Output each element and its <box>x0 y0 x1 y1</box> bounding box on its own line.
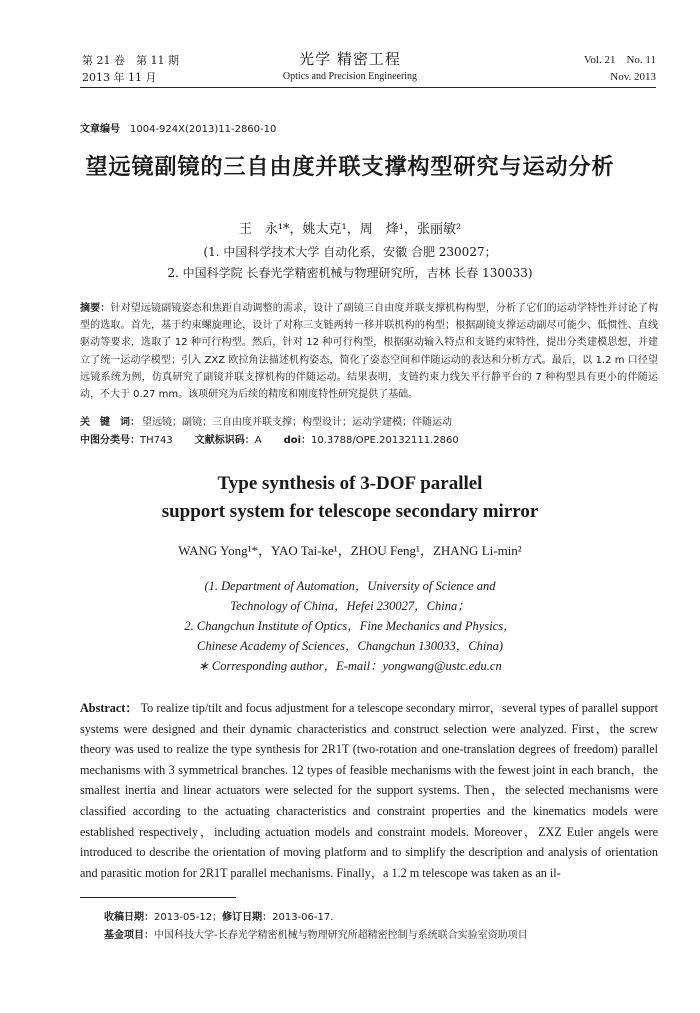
fund-value: 中国科技大学-长春光学精密机械与物理研究所超精密控制与系统联合实验室资助项目 <box>154 930 528 941</box>
journal-name-cn: 光学 精密工程 <box>299 50 401 68</box>
volume-issue-cn: 第 21 卷 第 11 期 <box>82 54 179 67</box>
date-en: Nov. 2013 <box>610 71 656 83</box>
title-cn: 望远镜副镜的三自由度并联支撑构型研究与运动分析 <box>85 155 615 180</box>
abstract-en-label: Abstract： <box>80 701 138 715</box>
received-label: 收稿日期： <box>104 912 154 923</box>
clc-value: TH743 <box>140 435 173 446</box>
authors-cn: 王 永¹*，姚太克¹，周 烽¹，张丽敏² <box>238 222 462 237</box>
header-rule <box>80 87 656 88</box>
fund-label: 基金项目： <box>104 930 154 941</box>
date-cn: 2013 年 11 月 <box>82 71 157 84</box>
footnote-dates <box>104 908 333 923</box>
classification-line <box>80 431 459 446</box>
title-en <box>0 470 700 526</box>
article-number <box>80 120 276 135</box>
footnote-rule <box>80 897 236 898</box>
journal-name-en: Optics and Precision Engineering <box>282 71 418 82</box>
affiliation-cn-line: 2. 中国科学院 长春光学精密机械与物理研究所，吉林 长春 130033) <box>167 266 533 280</box>
doc-code-label: 文献标识码： <box>194 435 255 446</box>
authors-en: WANG Yong¹*，YAO Tai-ke¹，ZHOU Feng¹，ZHANG Li-min² <box>178 543 522 558</box>
affiliations-cn <box>0 242 700 284</box>
abstract-cn-text: 针对望远镜副镜姿态和焦距自动调整的需求，设计了副镜三自由度并联支撑机构构型，分析了它们的运动学特性并讨论了构型的选取。首先，基于约束螺旋理论，设计了对称三支链两转一移并联机构的构型；根据副镜支撑运动副尽可能少、低惯性、直线驱动等要求，选取了 12 种可行构型。然后，针对 12 种可行构型，根据驱动输入特点和支链约束特性，提出分类建模思想，并建立了统一运动学模型；引入 ZXZ 欧拉角法描述机构姿态，简化了姿态空间和伴随运动的表达和分析方式。最后，以 1.2 m 口径望远镜系统为例，仿真研究了副镜并联支撑机构的伴随运动。结果表明，支链约束力线矢平行静平台的 7 种构型具有更小的伴随运动，不大于 0.27 mm。该项研究为后续的精度和刚度特性研究提供了基础。 <box>80 303 659 401</box>
title-en-line: support system for telescope secondary mirror <box>161 501 539 522</box>
abstract-cn <box>80 300 658 403</box>
keywords-cn-text: 望远镜；副镜；三自由度并联支撑；构型设计；运动学建模；伴随运动 <box>142 417 452 428</box>
affiliation-en-line: (1. Department of Automation，University of Science and <box>204 579 496 593</box>
affiliation-en-line: Chinese Academy of Sciences，Changchun 130033，China) <box>197 639 503 653</box>
revised-label: 修订日期： <box>222 912 273 923</box>
revised-value: 2013-06-17. <box>272 912 334 923</box>
affiliation-en-line: Technology of China，Hefei 230027，China； <box>230 599 470 613</box>
header-volume-en <box>584 52 656 86</box>
keywords-cn <box>80 413 452 428</box>
title-en-line: Type synthesis of 3-DOF parallel <box>217 473 483 494</box>
article-number-value: 1004-924X(2013)11-2860-10 <box>130 124 277 135</box>
affiliations-en <box>0 576 700 676</box>
corresponding-author: ∗ Corresponding author，E-mail：yongwang@ustc.edu.cn <box>198 659 502 673</box>
abstract-cn-label: 摘要： <box>80 303 111 314</box>
doi-value: 10.3788/OPE.20132111.2860 <box>311 435 459 446</box>
keywords-cn-label: 关 键 词： <box>80 417 140 428</box>
abstract-en <box>80 698 658 883</box>
abstract-en-text: To realize tip/tilt and focus adjustment for a telescope secondary mirror，several types of parallel support systems were designed and their dynamic characteristics and construct selection were analyzed. First，the screw theory was used to realize the type synthesis for 2R1T (two-rotation and one-translation degrees of freedom) parallel mechanisms with 3 symmetrical branches. 12 types of feasible mechanisms with the fewest joint in each branch，the smallest inertia and linear actuators were selected for the support systems. Then，the selected mechanisms were classified according to the actuating characteristics and constraint properties and the kinematics models were established respectively，including actuation models and constraint models. Moreover，ZXZ Euler angels were introduced to describe the orientation of moving platform and to simplify the description and analysis of orientation and parasitic motion for 2R1T parallel mechanisms. Finally，a 1.2 m telescope was taken as an il- <box>80 701 658 880</box>
volume-issue-en: Vol. 21 No. 11 <box>583 54 656 66</box>
affiliation-cn-line: (1. 中国科学技术大学 自动化系，安徽 合肥 230027； <box>203 245 497 259</box>
doi-label: doi： <box>283 435 312 446</box>
affiliation-en-line: 2. Changchun Institute of Optics，Fine Mechanics and Physics， <box>184 619 516 633</box>
article-number-label: 文章编号 <box>80 124 120 135</box>
received-value: 2013-05-12； <box>154 912 223 923</box>
doc-code-value: A <box>254 435 262 446</box>
clc-label: 中图分类号： <box>80 435 140 446</box>
footnote-fund <box>104 926 528 941</box>
